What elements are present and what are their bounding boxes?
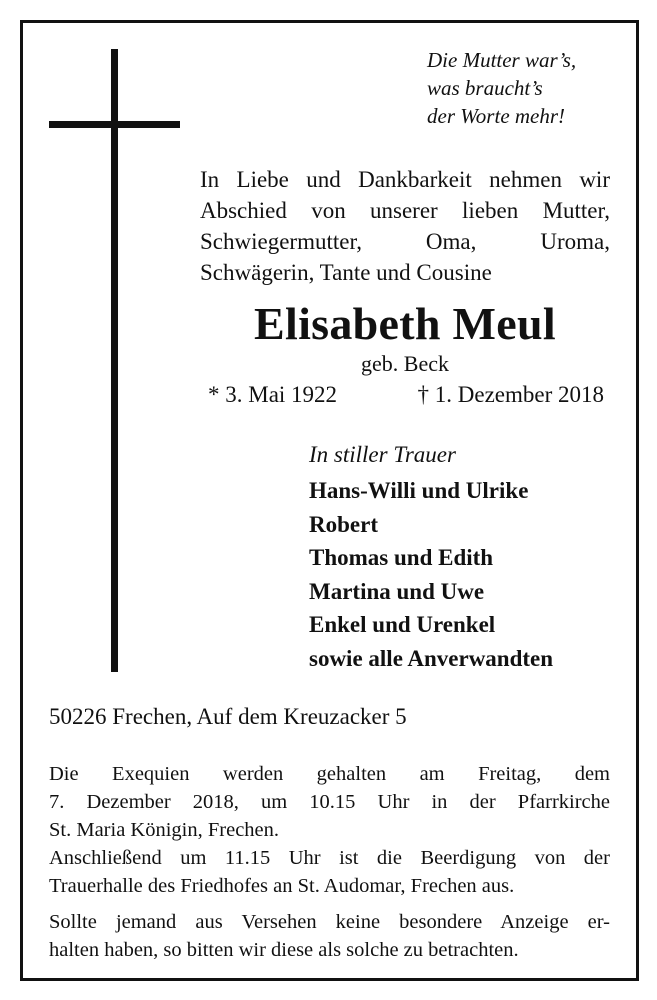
intro-line: In Liebe und Dankbarkeit nehmen wir bbox=[200, 167, 610, 192]
mourner-name: Hans-Willi und Ulrike bbox=[309, 478, 529, 503]
mourner-name: Thomas und Edith bbox=[309, 545, 494, 570]
mourner-name: Martina und Uwe bbox=[309, 578, 485, 604]
motto-line: Die Mutter war’s, bbox=[427, 48, 577, 72]
cross-icon-bar bbox=[49, 121, 180, 128]
deceased-born-name: geb. Beck bbox=[361, 351, 449, 376]
motto-line: der Worte mehr! bbox=[427, 104, 566, 128]
funeral-details bbox=[49, 760, 610, 964]
motto-line: was braucht’s bbox=[427, 76, 543, 100]
funeral-line: 7. Dezember 2018, um 10.15 Uhr in der Pfarrkirche bbox=[49, 791, 610, 813]
intro-line: Abschied von unserer lieben Mutter, bbox=[200, 198, 610, 223]
birth-date: * 3. Mai 1922 bbox=[208, 382, 338, 407]
mourning-heading: In stiller Trauer bbox=[309, 442, 456, 467]
intro-line: Schwägerin, Tante und Cousine bbox=[200, 260, 492, 285]
death-date: † 1. Dezember 2018 bbox=[417, 382, 604, 407]
motto-quote bbox=[427, 46, 602, 130]
mourner-name: Robert bbox=[309, 511, 378, 537]
funeral-line: Trauerhalle des Friedhofes an St. Audomar, Frechen aus. bbox=[49, 875, 515, 897]
family-address: 50226 Frechen, Auf dem Kreuzacker 5 bbox=[49, 704, 407, 729]
cross-icon bbox=[111, 49, 118, 672]
intro-text bbox=[200, 164, 610, 288]
deceased-name: Elisabeth Meul bbox=[254, 298, 556, 349]
intro-line: Schwiegermutter, Oma, Uroma, bbox=[200, 229, 610, 254]
mourners-list bbox=[309, 474, 553, 675]
funeral-line: Anschließend um 11.15 Uhr ist die Beerdigung von der bbox=[49, 847, 610, 869]
notice-line: Sollte jemand aus Versehen keine besondere Anzeige er- bbox=[49, 911, 610, 933]
funeral-line: St. Maria Königin, Frechen. bbox=[49, 819, 280, 841]
mourner-name: sowie alle Anverwandten bbox=[309, 645, 554, 671]
mourner-name: Enkel und Urenkel bbox=[309, 612, 496, 637]
notice-line: halten haben, so bitten wir diese als solche zu betrachten. bbox=[49, 939, 519, 961]
funeral-line: Die Exequien werden gehalten am Freitag, dem bbox=[49, 763, 610, 785]
